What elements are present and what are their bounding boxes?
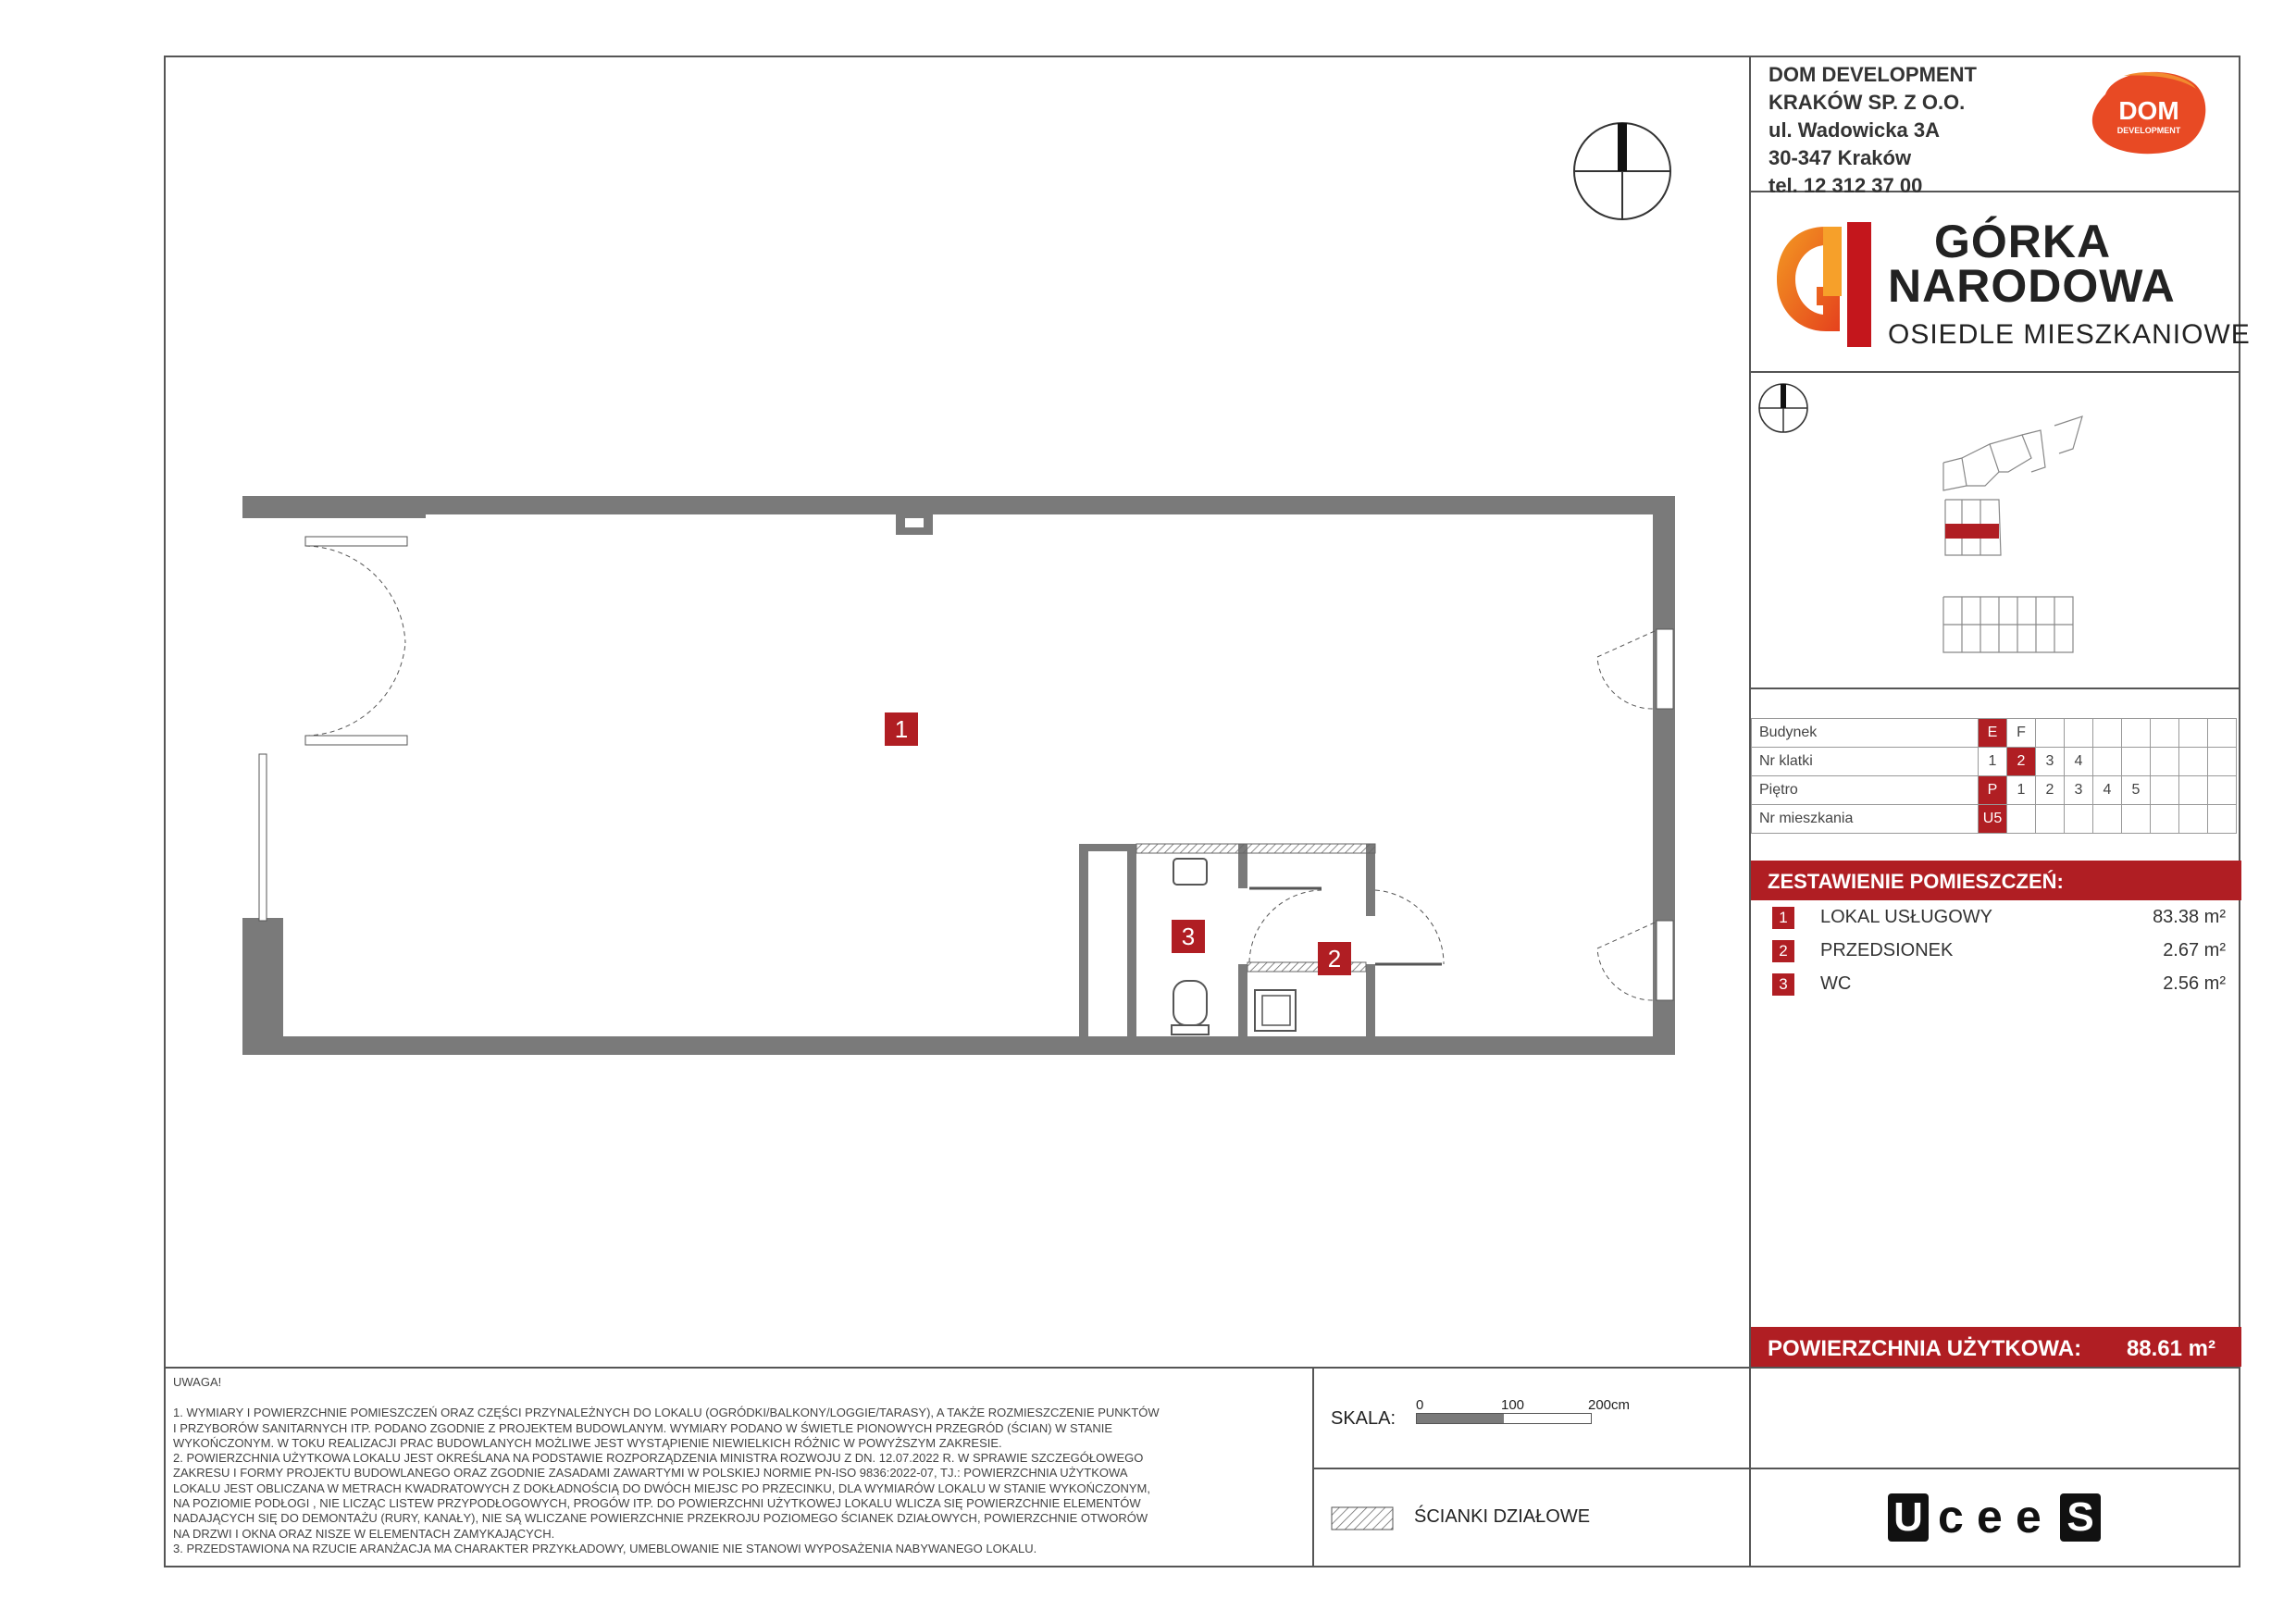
locator-row bbox=[1752, 805, 2237, 834]
locator-cell bbox=[2179, 776, 2208, 805]
room-area: 2.56 m² bbox=[2163, 973, 2226, 994]
brand-letter: e bbox=[1977, 1491, 2003, 1542]
locator-cell: 1 bbox=[2007, 776, 2036, 805]
rooms-heading: ZESTAWIENIE POMIESZCZEŃ: bbox=[1768, 870, 2064, 893]
dom-logo-text: DOM bbox=[2118, 96, 2179, 125]
notes-line: LOKALU JEST OBLICZANA W METRACH KWADRATOWYCH Z DOKŁADNOŚCIĄ DO DWÓCH MIEJSC PO PRZECINKU, DLA WYMIARÓW LOKALU W STANIE WYKOŃCZONYM, bbox=[173, 1481, 1151, 1495]
project-logo-mark bbox=[1775, 222, 1877, 347]
locator-cell bbox=[2122, 748, 2151, 776]
notes-divider bbox=[164, 1367, 2240, 1369]
notes-lines bbox=[173, 1406, 1284, 1556]
locator-cell: 2 bbox=[2007, 748, 2036, 776]
locator-cell bbox=[2151, 776, 2179, 805]
locator-row-label: Nr mieszkania bbox=[1752, 805, 1979, 834]
project-title-2: NARODOWA bbox=[1888, 260, 2176, 312]
notes-line: NA POZIOMIE PODŁOGI , NIE LICZĄC LISTEW PRZYPODŁOGOWYCH, PROGÓW ITP. DO POWIERZCHNI UŻYTKOWEJ LOKALU WLICZA SIĘ POWIERZCHNIE ELEMENTÓW bbox=[173, 1496, 1141, 1511]
room-number: 2 bbox=[1772, 940, 1794, 962]
room-name: WC bbox=[1820, 973, 1852, 994]
divider bbox=[1749, 1468, 2240, 1469]
locator-cell bbox=[2151, 748, 2179, 776]
notes-line: 1. WYMIARY I POWIERZCHNIE POMIESZCZEŃ ORAZ CZĘŚCI PRZYNALEŻNYCH DO LOKALU (OGRÓDKI/BALKONY/LOGGIE/TARASY), A TAKŻE ROZMIESZCZENIE PUNKTÓW bbox=[173, 1406, 1160, 1420]
brand-letter: e bbox=[2016, 1491, 2042, 1542]
room-name: LOKAL USŁUGOWY bbox=[1820, 907, 1992, 927]
company-line: 30-347 Kraków bbox=[1769, 146, 1912, 169]
room-number: 3 bbox=[1772, 973, 1794, 996]
notes-line: I PRZYBORÓW SANITARNYCH ITP. PODANO ZGODNIE Z PROJEKTEM BUDOWLANYM. WYMIARY PODANO W ŚWIETLE PIONOWYCH PRZEGRÓD (ŚCIAN) W STANIE bbox=[173, 1420, 1113, 1435]
dom-logo-subtext: DEVELOPMENT bbox=[2116, 126, 2181, 135]
company-line: DOM DEVELOPMENT bbox=[1769, 63, 1977, 86]
notes-line: NADAJĄCYCH SIĘ DO DEMONTAŻU (RURY, KANAŁY), NIE SĄ WLICZANE POWIERZCHNIE PRZEKROJU POZIOMEGO ŚCIANEK DZIAŁOWYCH, POWIERZCHNIE OTWORÓW bbox=[173, 1511, 1148, 1526]
locator-row-label: Budynek bbox=[1752, 719, 1979, 748]
locator-cell bbox=[2208, 748, 2237, 776]
room-area: 2.67 m² bbox=[2163, 940, 2226, 960]
locator-cell bbox=[2208, 719, 2237, 748]
company-line: tel. 12 312 37 00 bbox=[1769, 174, 1923, 197]
locator-cell bbox=[2179, 719, 2208, 748]
locator-cell bbox=[2065, 719, 2093, 748]
room-area: 83.38 m² bbox=[2153, 907, 2226, 927]
locator-cell bbox=[2007, 805, 2036, 834]
divider bbox=[1749, 688, 2240, 689]
room-number: 1 bbox=[1772, 907, 1794, 929]
plan-room-label: 1 bbox=[885, 712, 918, 746]
locator-cell bbox=[2122, 719, 2151, 748]
locator-cell: 1 bbox=[1979, 748, 2007, 776]
legend-walls-label: ŚCIANKI DZIAŁOWE bbox=[1414, 1506, 1591, 1527]
locator-cell bbox=[2036, 805, 2065, 834]
locator-cell bbox=[2093, 719, 2122, 748]
locator-cell bbox=[2093, 805, 2122, 834]
locator-cell bbox=[2036, 719, 2065, 748]
locator-cell: E bbox=[1979, 719, 2007, 748]
ucees-logo bbox=[1888, 1493, 2110, 1542]
brand-letter: S bbox=[2060, 1493, 2101, 1542]
room-row bbox=[1772, 972, 2226, 999]
hatch-legend-icon bbox=[1331, 1506, 1394, 1535]
rooms-heading-bar bbox=[1751, 861, 2241, 900]
notes-line: 2. POWIERZCHNIA UŻYTKOWA LOKALU JEST OKREŚLANA NA PODSTAWIE ROZPORZĄDZENIA MINISTRA ROZWOJU Z DN. 12.07.2022 R. W SPRAWIE SZCZEGÓŁOWEGO bbox=[173, 1451, 1144, 1466]
scale-tick: 0 bbox=[1416, 1397, 1424, 1413]
total-area-value: 88.61 m² bbox=[2126, 1336, 2215, 1361]
locator-row-label: Nr klatki bbox=[1752, 748, 1979, 776]
locator-cell: 3 bbox=[2036, 748, 2065, 776]
north-arrow-icon bbox=[1757, 382, 1809, 439]
locator-cell: 5 bbox=[2122, 776, 2151, 805]
locator-cell bbox=[2151, 805, 2179, 834]
notes bbox=[173, 1375, 1284, 1556]
notes-line: ZAKRESU I FORMY PROJEKTU BUDOWLANEGO ORAZ ZGODNIE ZASADAMI ZAWARTYMI W POLSKIEJ NORMIE PN-ISO 9836:2022-07, TJ.: POWIERZCHNIA UŻYTKOWA bbox=[173, 1466, 1128, 1481]
locator-cell bbox=[2151, 719, 2179, 748]
scale-tick: 100 bbox=[1501, 1397, 1525, 1413]
plan-room-label: 3 bbox=[1172, 920, 1205, 953]
locator-cell: P bbox=[1979, 776, 2007, 805]
locator-cell bbox=[2208, 805, 2237, 834]
locator-row bbox=[1752, 748, 2237, 776]
locator-cell: U5 bbox=[1979, 805, 2007, 834]
divider bbox=[1749, 371, 2240, 373]
locator-cell bbox=[2179, 805, 2208, 834]
locator-cell bbox=[2122, 805, 2151, 834]
plan-room-label: 2 bbox=[1318, 942, 1351, 975]
locator-row bbox=[1752, 719, 2237, 748]
locator-cell: 2 bbox=[2036, 776, 2065, 805]
building-key-plan bbox=[1934, 407, 2091, 662]
locator-cell: 4 bbox=[2093, 776, 2122, 805]
scale-label: SKALA: bbox=[1331, 1408, 1396, 1429]
notes-line: NA DRZWI I OKNA ORAZ NISZE W ELEMENTACH ZAMYKAJĄCYCH. bbox=[173, 1526, 555, 1541]
locator-cell: 4 bbox=[2065, 748, 2093, 776]
project-title-1: GÓRKA bbox=[1934, 216, 2112, 267]
company-line: KRAKÓW SP. Z O.O. bbox=[1769, 91, 1966, 114]
total-area-label: POWIERZCHNIA UŻYTKOWA: bbox=[1768, 1336, 2082, 1361]
locator-cell bbox=[2179, 748, 2208, 776]
locator-cell bbox=[2093, 748, 2122, 776]
brand-letter: c bbox=[1938, 1491, 1964, 1542]
locator-table bbox=[1751, 718, 2237, 834]
brand-letter: U bbox=[1888, 1493, 1929, 1542]
room-name: PRZEDSIONEK bbox=[1820, 940, 1954, 960]
floor-plan bbox=[239, 490, 1682, 1069]
locator-cell bbox=[2208, 776, 2237, 805]
divider bbox=[1312, 1468, 1751, 1469]
room-row bbox=[1772, 938, 2226, 966]
scale-bar bbox=[1416, 1413, 1592, 1424]
notes-title: UWAGA! bbox=[173, 1375, 222, 1389]
locator-row-label: Piętro bbox=[1752, 776, 1979, 805]
scale-tick: 200cm bbox=[1588, 1397, 1631, 1413]
notes-line: WYKOŃCZONYM. W TOKU REALIZACJI PRAC BUDOWLANYCH MOŻLIWE JEST WYSTĄPIENIE NIEWIELKICH RÓŻNIC W POWYŻSZYM ZAKRESIE. bbox=[173, 1435, 1002, 1450]
north-arrow-icon bbox=[1571, 120, 1673, 227]
company-line: ul. Wadowicka 3A bbox=[1769, 118, 1941, 142]
project-subtitle: OSIEDLE MIESZKANIOWE bbox=[1888, 319, 2251, 350]
locator-cell: F bbox=[2007, 719, 2036, 748]
locator-cell bbox=[2065, 805, 2093, 834]
locator-cell: 3 bbox=[2065, 776, 2093, 805]
dom-logo bbox=[2087, 67, 2211, 157]
locator-row bbox=[1752, 776, 2237, 805]
room-row bbox=[1772, 905, 2226, 933]
company-info bbox=[1769, 61, 1977, 200]
total-area-bar bbox=[1751, 1327, 2241, 1367]
notes-line: 3. PRZEDSTAWIONA NA RZUCIE ARANŻACJA MA CHARAKTER PRZYKŁADOWY, UMEBLOWANIE NIE STANOWI WYPOSAŻENIA NABYWANEGO LOKALU. bbox=[173, 1541, 1037, 1555]
